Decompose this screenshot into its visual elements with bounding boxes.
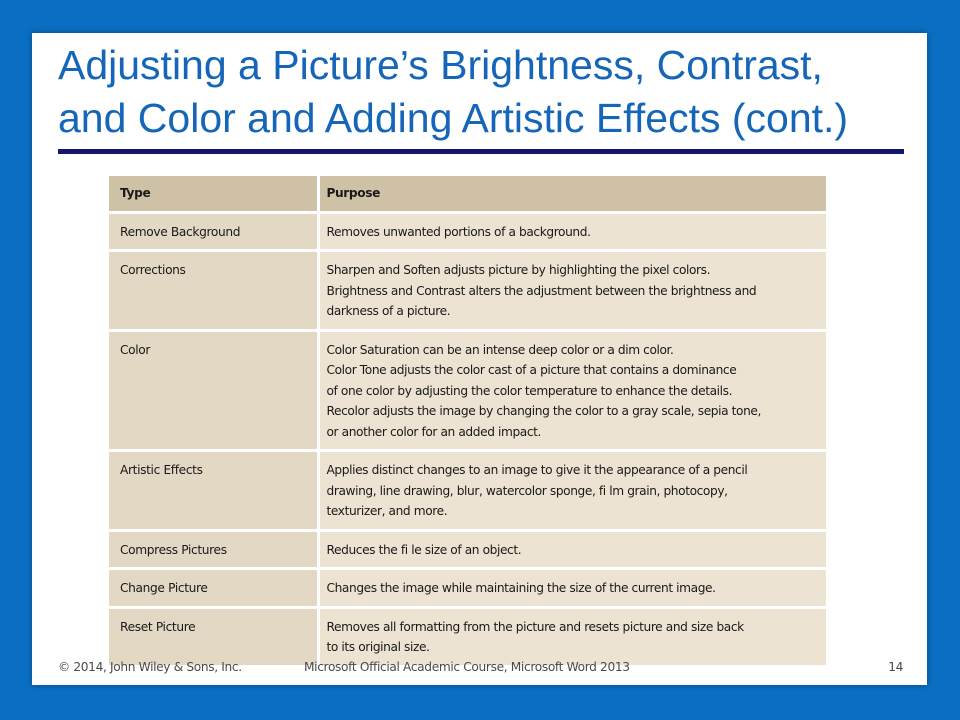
column-header-purpose: Purpose [318, 176, 826, 212]
purpose-cell [318, 451, 826, 531]
purpose-line: texturizer, and more. [326, 504, 448, 518]
table-row [109, 530, 826, 569]
purpose-cell [318, 530, 826, 569]
type-cell: Compress Pictures [109, 530, 318, 569]
table-row [109, 607, 826, 666]
table-row [109, 212, 826, 251]
purpose-line: drawing, line drawing, blur, watercolor sponge, fi lm grain, photocopy, [326, 483, 728, 498]
purpose-line: Recolor adjusts the image by changing the color to a gray scale, sepia tone, [326, 404, 761, 418]
footer-course-title: Microsoft Official Academic Course, Microsoft Word 2013 [304, 660, 630, 674]
table-row [109, 330, 826, 451]
purpose-line: of one color by adjusting the color temperature to enhance the details. [326, 383, 733, 398]
footer-page-number: 14 [888, 660, 903, 674]
table-row [109, 569, 826, 608]
purpose-line: Reduces the fi le size of an object. [326, 542, 522, 557]
table-row [109, 251, 826, 331]
type-cell: Reset Picture [109, 607, 318, 666]
purpose-line: Color Tone adjusts the color cast of a picture that contains a dominance [326, 363, 737, 377]
purpose-line: Removes all formatting from the picture and resets picture and size back [326, 619, 744, 634]
slide-title [58, 39, 918, 145]
picture-tools-table [109, 176, 826, 668]
purpose-line: Color Saturation can be an intense deep color or a dim color. [326, 342, 674, 357]
purpose-line: Changes the image while maintaining the size of the current image. [326, 581, 716, 595]
purpose-line: or another color for an added impact. [326, 424, 542, 439]
type-cell: Color [109, 330, 318, 451]
type-cell: Corrections [109, 251, 318, 331]
table-body [109, 212, 826, 666]
purpose-cell [318, 251, 826, 331]
purpose-line: Sharpen and Soften adjusts picture by highlighting the pixel colors. [326, 263, 711, 277]
table-header-row [109, 176, 826, 212]
type-cell: Remove Background [109, 212, 318, 251]
purpose-cell [318, 212, 826, 251]
purpose-line: Applies distinct changes to an image to give it the appearance of a pencil [326, 463, 748, 477]
table-row [109, 451, 826, 531]
title-divider [58, 149, 904, 154]
purpose-cell [318, 330, 826, 451]
purpose-cell [318, 607, 826, 666]
column-header-type: Type [109, 176, 318, 212]
purpose-line: Removes unwanted portions of a background. [326, 224, 591, 239]
slide [32, 33, 927, 685]
type-cell: Change Picture [109, 569, 318, 608]
purpose-cell [318, 569, 826, 608]
purpose-line: Brightness and Contrast alters the adjustment between the brightness and [326, 283, 757, 298]
type-cell: Artistic Effects [109, 451, 318, 531]
footer-copyright: © 2014, John Wiley & Sons, Inc. [58, 660, 242, 674]
purpose-line: darkness of a picture. [326, 304, 451, 318]
slide-title-line-2: and Color and Adding Artistic Effects (cont.) [58, 95, 849, 141]
purpose-line: to its original size. [326, 640, 430, 654]
slide-title-line-1: Adjusting a Picture’s Brightness, Contrast, [58, 42, 823, 88]
